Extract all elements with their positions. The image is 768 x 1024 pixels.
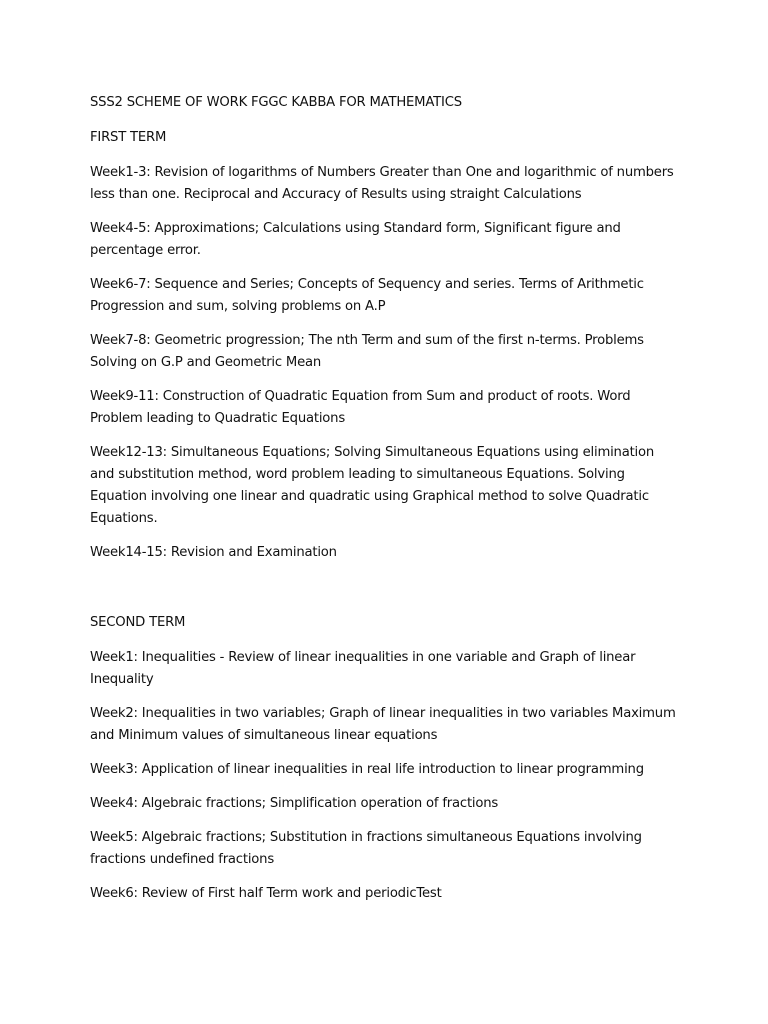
first-term-week-1: Week1-3: Revision of logarithms of Numbers Greater than One and logarithmic of numbers less than one. Reciprocal and Accuracy of Results using straight Calculations bbox=[90, 165, 674, 202]
second-term-week-4: Week4: Algebraic fractions; Simplification operation of fractions bbox=[90, 796, 499, 811]
first-term-week-4: Week7-8: Geometric progression; The nth Term and sum of the first n-terms. Problems Solving on G.P and Geometric Mean bbox=[90, 333, 644, 370]
term-spacer bbox=[90, 576, 680, 612]
first-term-week-5: Week9-11: Construction of Quadratic Equation from Sum and product of roots. Word Problem leading to Quadratic Equations bbox=[90, 389, 631, 426]
first-term-week-2: Week4-5: Approximations; Calculations using Standard form, Significant figure and percentage error. bbox=[90, 221, 621, 258]
second-term-week-5: Week5: Algebraic fractions; Substitution in fractions simultaneous Equations involving fractions undefined fractions bbox=[90, 830, 642, 867]
first-term-week-3: Week6-7: Sequence and Series; Concepts of Sequency and series. Terms of Arithmetic Progression and sum, solving problems on A.P bbox=[90, 277, 644, 314]
second-term-week-6: Week6: Review of First half Term work and periodicTest bbox=[90, 886, 442, 901]
document-title: SSS2 SCHEME OF WORK FGGC KABBA FOR MATHEMATICS bbox=[90, 95, 462, 110]
second-term-week-2: Week2: Inequalities in two variables; Graph of linear inequalities in two variables Maximum and Minimum values of simultaneous linear equations bbox=[90, 706, 676, 743]
first-term-heading: FIRST TERM bbox=[90, 130, 167, 145]
second-term-week-1: Week1: Inequalities - Review of linear inequalities in one variable and Graph of linear Inequality bbox=[90, 650, 636, 687]
first-term-week-6: Week12-13: Simultaneous Equations; Solving Simultaneous Equations using elimination and substitution method, word problem leading to simultaneous Equations. Solving Equation involving one linear and quadratic using Graphical method to solve Quadratic Equations. bbox=[90, 445, 655, 526]
first-term-week-7: Week14-15: Revision and Examination bbox=[90, 545, 337, 560]
document-body bbox=[90, 92, 680, 917]
second-term-week-3: Week3: Application of linear inequalities in real life introduction to linear programming bbox=[90, 762, 644, 777]
second-term-heading: SECOND TERM bbox=[90, 615, 186, 630]
